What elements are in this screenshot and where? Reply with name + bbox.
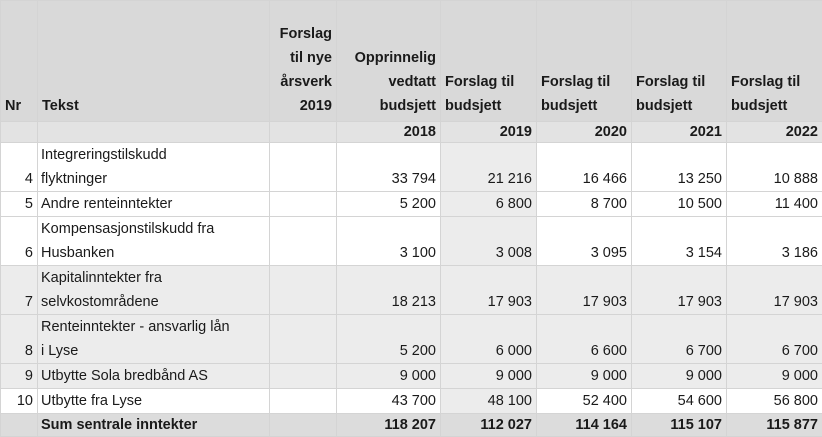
row-text-line: Integreringstilskudd — [41, 143, 265, 167]
row-text — [38, 266, 270, 315]
year-blank — [38, 122, 270, 143]
row-value: 17 903 — [441, 266, 537, 315]
header-forslag-line: budsjett — [731, 94, 818, 118]
year-2020: 2020 — [537, 122, 632, 143]
header-arsverk-line: 2019 — [274, 94, 332, 118]
row-text-line: Husbanken — [41, 241, 265, 265]
header-nr: Nr — [1, 1, 38, 122]
table-row — [1, 143, 822, 192]
sum-value: 112 027 — [441, 414, 537, 437]
header-arsverk-line: årsverk — [274, 70, 332, 94]
row-text-line: Renteinntekter - ansvarlig lån — [41, 315, 265, 339]
row-value: 18 213 — [337, 266, 441, 315]
row-text — [38, 143, 270, 192]
row-value: 9 000 — [727, 364, 822, 389]
table-row — [1, 217, 822, 266]
header-forslag-2019 — [441, 1, 537, 122]
row-text-line: Kompensasjonstilskudd fra — [41, 217, 265, 241]
sum-nr — [1, 414, 38, 437]
row-text — [38, 192, 270, 217]
row-value: 17 903 — [727, 266, 822, 315]
sum-value: 115 877 — [727, 414, 822, 437]
row-value: 56 800 — [727, 389, 822, 414]
row-value: 8 700 — [537, 192, 632, 217]
row-value: 9 000 — [337, 364, 441, 389]
header-forslag-line: Forslag til — [731, 70, 818, 94]
row-arsverk — [270, 143, 337, 192]
row-value: 9 000 — [632, 364, 727, 389]
header-forslag-2021 — [632, 1, 727, 122]
table-row — [1, 315, 822, 364]
row-arsverk — [270, 192, 337, 217]
year-2022: 2022 — [727, 122, 822, 143]
year-2018: 2018 — [337, 122, 441, 143]
sum-value: 114 164 — [537, 414, 632, 437]
header-vedtatt — [337, 1, 441, 122]
row-text-line: Andre renteinntekter — [41, 192, 265, 216]
row-value: 11 400 — [727, 192, 822, 217]
row-value: 48 100 — [441, 389, 537, 414]
row-arsverk — [270, 266, 337, 315]
row-text-line: Utbytte Sola bredbånd AS — [41, 364, 265, 388]
table-row — [1, 192, 822, 217]
row-arsverk — [270, 389, 337, 414]
header-forslag-line: Forslag til — [445, 70, 532, 94]
header-forslag-line: budsjett — [541, 94, 627, 118]
row-text-line: flyktninger — [41, 167, 265, 191]
header-arsverk-line: til nye — [274, 46, 332, 70]
table-row — [1, 364, 822, 389]
row-nr: 10 — [1, 389, 38, 414]
row-value: 9 000 — [441, 364, 537, 389]
row-arsverk — [270, 364, 337, 389]
header-vedtatt-line: budsjett — [341, 94, 436, 118]
header-forslag-line: budsjett — [445, 94, 532, 118]
row-value: 3 186 — [727, 217, 822, 266]
row-value: 16 466 — [537, 143, 632, 192]
row-value: 6 600 — [537, 315, 632, 364]
row-value: 5 200 — [337, 315, 441, 364]
year-2021: 2021 — [632, 122, 727, 143]
row-value: 17 903 — [537, 266, 632, 315]
row-nr: 9 — [1, 364, 38, 389]
row-value: 54 600 — [632, 389, 727, 414]
sum-label: Sum sentrale inntekter — [38, 414, 270, 437]
header-tekst: Tekst — [38, 1, 270, 122]
row-text — [38, 217, 270, 266]
year-blank — [1, 122, 38, 143]
header-arsverk-line: Forslag — [274, 22, 332, 46]
sum-arsverk — [270, 414, 337, 437]
row-value: 6 800 — [441, 192, 537, 217]
row-text-line: Kapitalinntekter fra — [41, 266, 265, 290]
row-value: 6 700 — [632, 315, 727, 364]
header-forslag-line: Forslag til — [636, 70, 722, 94]
row-value: 33 794 — [337, 143, 441, 192]
sum-value: 115 107 — [632, 414, 727, 437]
header-forslag-2020 — [537, 1, 632, 122]
header-forslag-2022 — [727, 1, 822, 122]
row-nr: 8 — [1, 315, 38, 364]
row-value: 43 700 — [337, 389, 441, 414]
row-value: 52 400 — [537, 389, 632, 414]
row-value: 6 000 — [441, 315, 537, 364]
row-nr: 5 — [1, 192, 38, 217]
sum-value: 118 207 — [337, 414, 441, 437]
row-value: 9 000 — [537, 364, 632, 389]
year-2019: 2019 — [441, 122, 537, 143]
row-text — [38, 364, 270, 389]
row-text — [38, 315, 270, 364]
row-arsverk — [270, 315, 337, 364]
row-value: 6 700 — [727, 315, 822, 364]
row-value: 21 216 — [441, 143, 537, 192]
table-row — [1, 389, 822, 414]
row-text-line: i Lyse — [41, 339, 265, 363]
row-text — [38, 389, 270, 414]
row-value: 5 200 — [337, 192, 441, 217]
row-value: 10 888 — [727, 143, 822, 192]
header-forslag-line: budsjett — [636, 94, 722, 118]
row-value: 3 154 — [632, 217, 727, 266]
header-arsverk — [270, 1, 337, 122]
header-vedtatt-line: Opprinnelig — [341, 46, 436, 70]
sum-row — [1, 414, 822, 437]
row-nr: 6 — [1, 217, 38, 266]
row-value: 17 903 — [632, 266, 727, 315]
header-forslag-line: Forslag til — [541, 70, 627, 94]
row-text-line: selvkostområdene — [41, 290, 265, 314]
header-vedtatt-line: vedtatt — [341, 70, 436, 94]
row-value: 3 008 — [441, 217, 537, 266]
row-nr: 4 — [1, 143, 38, 192]
row-nr: 7 — [1, 266, 38, 315]
row-value: 3 100 — [337, 217, 441, 266]
row-value: 3 095 — [537, 217, 632, 266]
row-value: 10 500 — [632, 192, 727, 217]
row-text-line: Utbytte fra Lyse — [41, 389, 265, 413]
year-blank — [270, 122, 337, 143]
row-value: 13 250 — [632, 143, 727, 192]
row-arsverk — [270, 217, 337, 266]
table-row — [1, 266, 822, 315]
